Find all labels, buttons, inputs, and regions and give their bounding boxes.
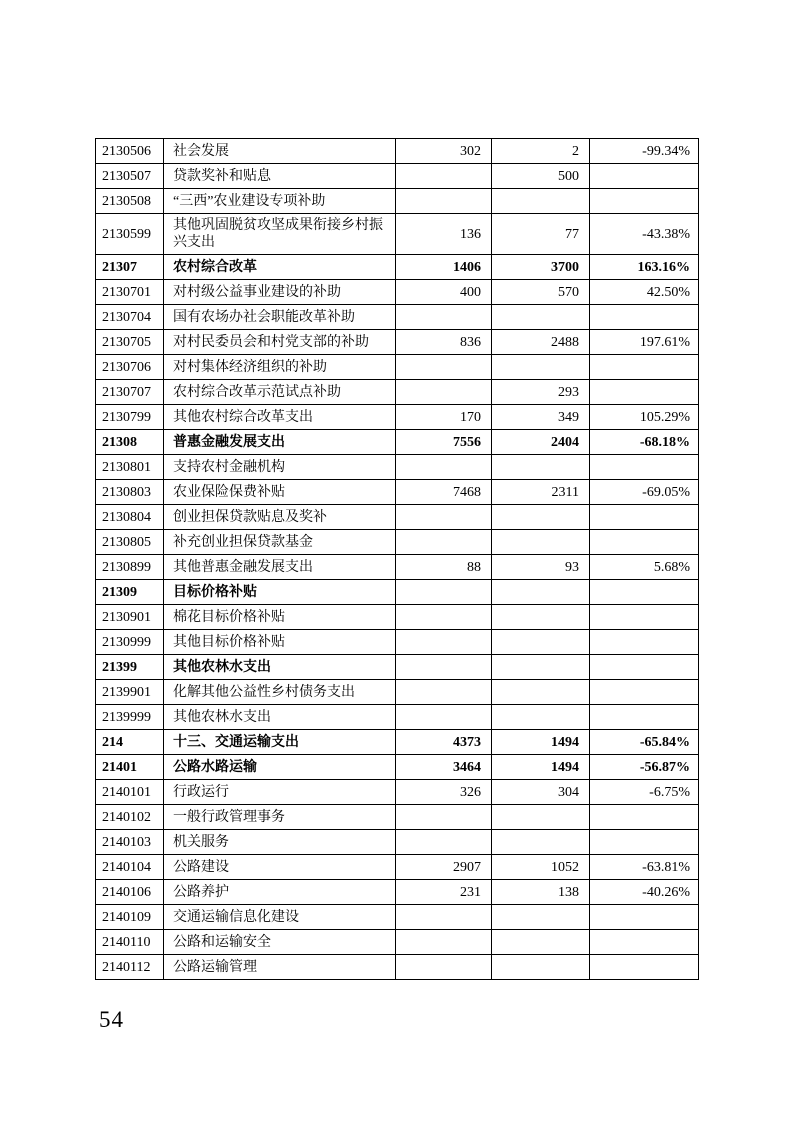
table-row <box>96 705 699 730</box>
cell-change-percent: -63.81% <box>590 855 699 880</box>
cell-name: 社会发展 <box>164 139 396 164</box>
cell-value-1: 7556 <box>396 430 492 455</box>
cell-change-percent: -6.75% <box>590 780 699 805</box>
cell-value-1 <box>396 305 492 330</box>
cell-value-1: 3464 <box>396 755 492 780</box>
table-row <box>96 630 699 655</box>
table-row <box>96 755 699 780</box>
cell-value-1 <box>396 189 492 214</box>
table-row <box>96 189 699 214</box>
cell-value-2 <box>492 705 590 730</box>
cell-value-1 <box>396 164 492 189</box>
cell-value-2: 2404 <box>492 430 590 455</box>
cell-change-percent: -68.18% <box>590 430 699 455</box>
cell-code: 214 <box>96 730 164 755</box>
cell-code: 2140110 <box>96 930 164 955</box>
cell-value-2 <box>492 930 590 955</box>
table-row <box>96 255 699 280</box>
budget-table <box>95 138 699 980</box>
cell-code: 2140106 <box>96 880 164 905</box>
cell-name: 交通运输信息化建设 <box>164 905 396 930</box>
cell-value-2: 349 <box>492 405 590 430</box>
cell-value-1: 7468 <box>396 480 492 505</box>
cell-change-percent <box>590 189 699 214</box>
cell-name: 其他目标价格补贴 <box>164 630 396 655</box>
cell-value-2 <box>492 655 590 680</box>
cell-change-percent: -43.38% <box>590 214 699 255</box>
cell-value-2: 500 <box>492 164 590 189</box>
cell-value-2 <box>492 530 590 555</box>
cell-code: 2130704 <box>96 305 164 330</box>
table-row <box>96 139 699 164</box>
cell-name: 农业保险保费补贴 <box>164 480 396 505</box>
cell-value-1: 170 <box>396 405 492 430</box>
page-number: 54 <box>99 1007 124 1032</box>
table-row <box>96 730 699 755</box>
cell-code: 2130901 <box>96 605 164 630</box>
cell-value-1: 400 <box>396 280 492 305</box>
cell-value-2 <box>492 830 590 855</box>
cell-value-2 <box>492 305 590 330</box>
cell-value-2 <box>492 905 590 930</box>
cell-code: 2130705 <box>96 330 164 355</box>
cell-value-2 <box>492 630 590 655</box>
cell-name: 公路建设 <box>164 855 396 880</box>
cell-change-percent <box>590 930 699 955</box>
table-row <box>96 355 699 380</box>
cell-value-2: 293 <box>492 380 590 405</box>
cell-value-1: 2907 <box>396 855 492 880</box>
cell-value-1: 136 <box>396 214 492 255</box>
cell-code: 2130508 <box>96 189 164 214</box>
cell-change-percent: 197.61% <box>590 330 699 355</box>
table-row <box>96 830 699 855</box>
cell-value-2 <box>492 189 590 214</box>
cell-name: 行政运行 <box>164 780 396 805</box>
cell-code: 2130507 <box>96 164 164 189</box>
cell-name: 支持农村金融机构 <box>164 455 396 480</box>
table-row <box>96 214 699 255</box>
cell-value-1 <box>396 805 492 830</box>
cell-code: 2130799 <box>96 405 164 430</box>
cell-code: 21399 <box>96 655 164 680</box>
table-row <box>96 955 699 980</box>
cell-name: 对村集体经济组织的补助 <box>164 355 396 380</box>
cell-code: 2130805 <box>96 530 164 555</box>
cell-change-percent <box>590 680 699 705</box>
cell-change-percent: 105.29% <box>590 405 699 430</box>
cell-value-1 <box>396 530 492 555</box>
cell-value-2: 1494 <box>492 730 590 755</box>
cell-name: 其他农林水支出 <box>164 655 396 680</box>
cell-change-percent <box>590 830 699 855</box>
cell-name: 公路养护 <box>164 880 396 905</box>
cell-value-1 <box>396 355 492 380</box>
cell-value-1 <box>396 655 492 680</box>
cell-value-2 <box>492 580 590 605</box>
cell-change-percent <box>590 505 699 530</box>
cell-value-1 <box>396 930 492 955</box>
table-row <box>96 380 699 405</box>
cell-change-percent <box>590 530 699 555</box>
cell-change-percent: 5.68% <box>590 555 699 580</box>
cell-change-percent <box>590 380 699 405</box>
cell-code: 2140101 <box>96 780 164 805</box>
table-row <box>96 880 699 905</box>
cell-value-2: 570 <box>492 280 590 305</box>
cell-value-1 <box>396 380 492 405</box>
table-row <box>96 580 699 605</box>
table-row <box>96 164 699 189</box>
table-row <box>96 405 699 430</box>
table-row <box>96 605 699 630</box>
cell-value-2: 2 <box>492 139 590 164</box>
cell-code: 2140103 <box>96 830 164 855</box>
cell-code: 2140112 <box>96 955 164 980</box>
cell-name: 机关服务 <box>164 830 396 855</box>
cell-name: 一般行政管理事务 <box>164 805 396 830</box>
cell-change-percent <box>590 905 699 930</box>
cell-code: 21309 <box>96 580 164 605</box>
cell-change-percent: -65.84% <box>590 730 699 755</box>
cell-change-percent <box>590 164 699 189</box>
cell-value-2: 1052 <box>492 855 590 880</box>
table-row <box>96 855 699 880</box>
cell-value-1 <box>396 455 492 480</box>
cell-value-2: 3700 <box>492 255 590 280</box>
cell-name: 补充创业担保贷款基金 <box>164 530 396 555</box>
cell-name: 农村综合改革示范试点补助 <box>164 380 396 405</box>
cell-value-2 <box>492 805 590 830</box>
cell-code: 21401 <box>96 755 164 780</box>
cell-value-1 <box>396 830 492 855</box>
cell-change-percent <box>590 955 699 980</box>
cell-change-percent <box>590 305 699 330</box>
cell-value-1 <box>396 505 492 530</box>
cell-code: 2130706 <box>96 355 164 380</box>
table-row <box>96 930 699 955</box>
cell-name: 普惠金融发展支出 <box>164 430 396 455</box>
cell-value-1 <box>396 580 492 605</box>
table-row <box>96 555 699 580</box>
cell-value-2 <box>492 355 590 380</box>
table-row <box>96 780 699 805</box>
cell-name: 对村民委员会和村党支部的补助 <box>164 330 396 355</box>
cell-name: 其他巩固脱贫攻坚成果衔接乡村振兴支出 <box>164 214 396 255</box>
cell-value-2: 2488 <box>492 330 590 355</box>
table-row <box>96 430 699 455</box>
cell-code: 2130599 <box>96 214 164 255</box>
cell-value-1 <box>396 905 492 930</box>
cell-value-2: 1494 <box>492 755 590 780</box>
cell-change-percent <box>590 455 699 480</box>
cell-value-1: 4373 <box>396 730 492 755</box>
cell-name: 贷款奖补和贴息 <box>164 164 396 189</box>
cell-change-percent <box>590 355 699 380</box>
cell-name: 国有农场办社会职能改革补助 <box>164 305 396 330</box>
cell-name: 目标价格补贴 <box>164 580 396 605</box>
cell-change-percent: -99.34% <box>590 139 699 164</box>
table-row <box>96 655 699 680</box>
cell-name: “三西”农业建设专项补助 <box>164 189 396 214</box>
cell-change-percent: -69.05% <box>590 480 699 505</box>
cell-code: 2130506 <box>96 139 164 164</box>
table-row <box>96 330 699 355</box>
cell-value-2 <box>492 680 590 705</box>
cell-name: 十三、交通运输支出 <box>164 730 396 755</box>
cell-code: 2140104 <box>96 855 164 880</box>
cell-name: 农村综合改革 <box>164 255 396 280</box>
cell-code: 2130801 <box>96 455 164 480</box>
cell-value-2: 138 <box>492 880 590 905</box>
table-row <box>96 530 699 555</box>
cell-name: 其他农林水支出 <box>164 705 396 730</box>
table-row <box>96 455 699 480</box>
cell-change-percent: 42.50% <box>590 280 699 305</box>
cell-change-percent <box>590 630 699 655</box>
cell-name: 其他农村综合改革支出 <box>164 405 396 430</box>
cell-change-percent <box>590 580 699 605</box>
cell-code: 2130701 <box>96 280 164 305</box>
cell-value-2: 304 <box>492 780 590 805</box>
cell-change-percent <box>590 805 699 830</box>
table-row <box>96 305 699 330</box>
cell-name: 其他普惠金融发展支出 <box>164 555 396 580</box>
cell-value-1: 1406 <box>396 255 492 280</box>
cell-value-2 <box>492 605 590 630</box>
cell-change-percent: 163.16% <box>590 255 699 280</box>
cell-code: 2130999 <box>96 630 164 655</box>
cell-name: 创业担保贷款贴息及奖补 <box>164 505 396 530</box>
cell-change-percent: -56.87% <box>590 755 699 780</box>
cell-value-1 <box>396 605 492 630</box>
cell-value-2: 2311 <box>492 480 590 505</box>
table-row <box>96 905 699 930</box>
cell-change-percent: -40.26% <box>590 880 699 905</box>
table-row <box>96 505 699 530</box>
cell-value-1: 88 <box>396 555 492 580</box>
cell-change-percent <box>590 705 699 730</box>
cell-value-1 <box>396 630 492 655</box>
cell-value-2: 93 <box>492 555 590 580</box>
cell-code: 2140109 <box>96 905 164 930</box>
cell-code: 2130803 <box>96 480 164 505</box>
cell-value-2 <box>492 955 590 980</box>
cell-value-2 <box>492 505 590 530</box>
cell-value-1 <box>396 955 492 980</box>
cell-code: 2130899 <box>96 555 164 580</box>
cell-name: 化解其他公益性乡村债务支出 <box>164 680 396 705</box>
cell-value-1 <box>396 680 492 705</box>
table-row <box>96 280 699 305</box>
cell-value-1 <box>396 705 492 730</box>
cell-code: 2139999 <box>96 705 164 730</box>
cell-value-2: 77 <box>492 214 590 255</box>
cell-value-1: 836 <box>396 330 492 355</box>
cell-code: 2139901 <box>96 680 164 705</box>
cell-name: 公路和运输安全 <box>164 930 396 955</box>
cell-code: 21308 <box>96 430 164 455</box>
cell-name: 公路水路运输 <box>164 755 396 780</box>
cell-value-2 <box>492 455 590 480</box>
table-row <box>96 805 699 830</box>
cell-code: 2140102 <box>96 805 164 830</box>
cell-value-1: 302 <box>396 139 492 164</box>
cell-name: 棉花目标价格补贴 <box>164 605 396 630</box>
cell-value-1: 326 <box>396 780 492 805</box>
table-row <box>96 480 699 505</box>
cell-value-1: 231 <box>396 880 492 905</box>
cell-code: 21307 <box>96 255 164 280</box>
cell-code: 2130707 <box>96 380 164 405</box>
cell-code: 2130804 <box>96 505 164 530</box>
cell-change-percent <box>590 605 699 630</box>
cell-name: 对村级公益事业建设的补助 <box>164 280 396 305</box>
table-row <box>96 680 699 705</box>
cell-change-percent <box>590 655 699 680</box>
cell-name: 公路运输管理 <box>164 955 396 980</box>
